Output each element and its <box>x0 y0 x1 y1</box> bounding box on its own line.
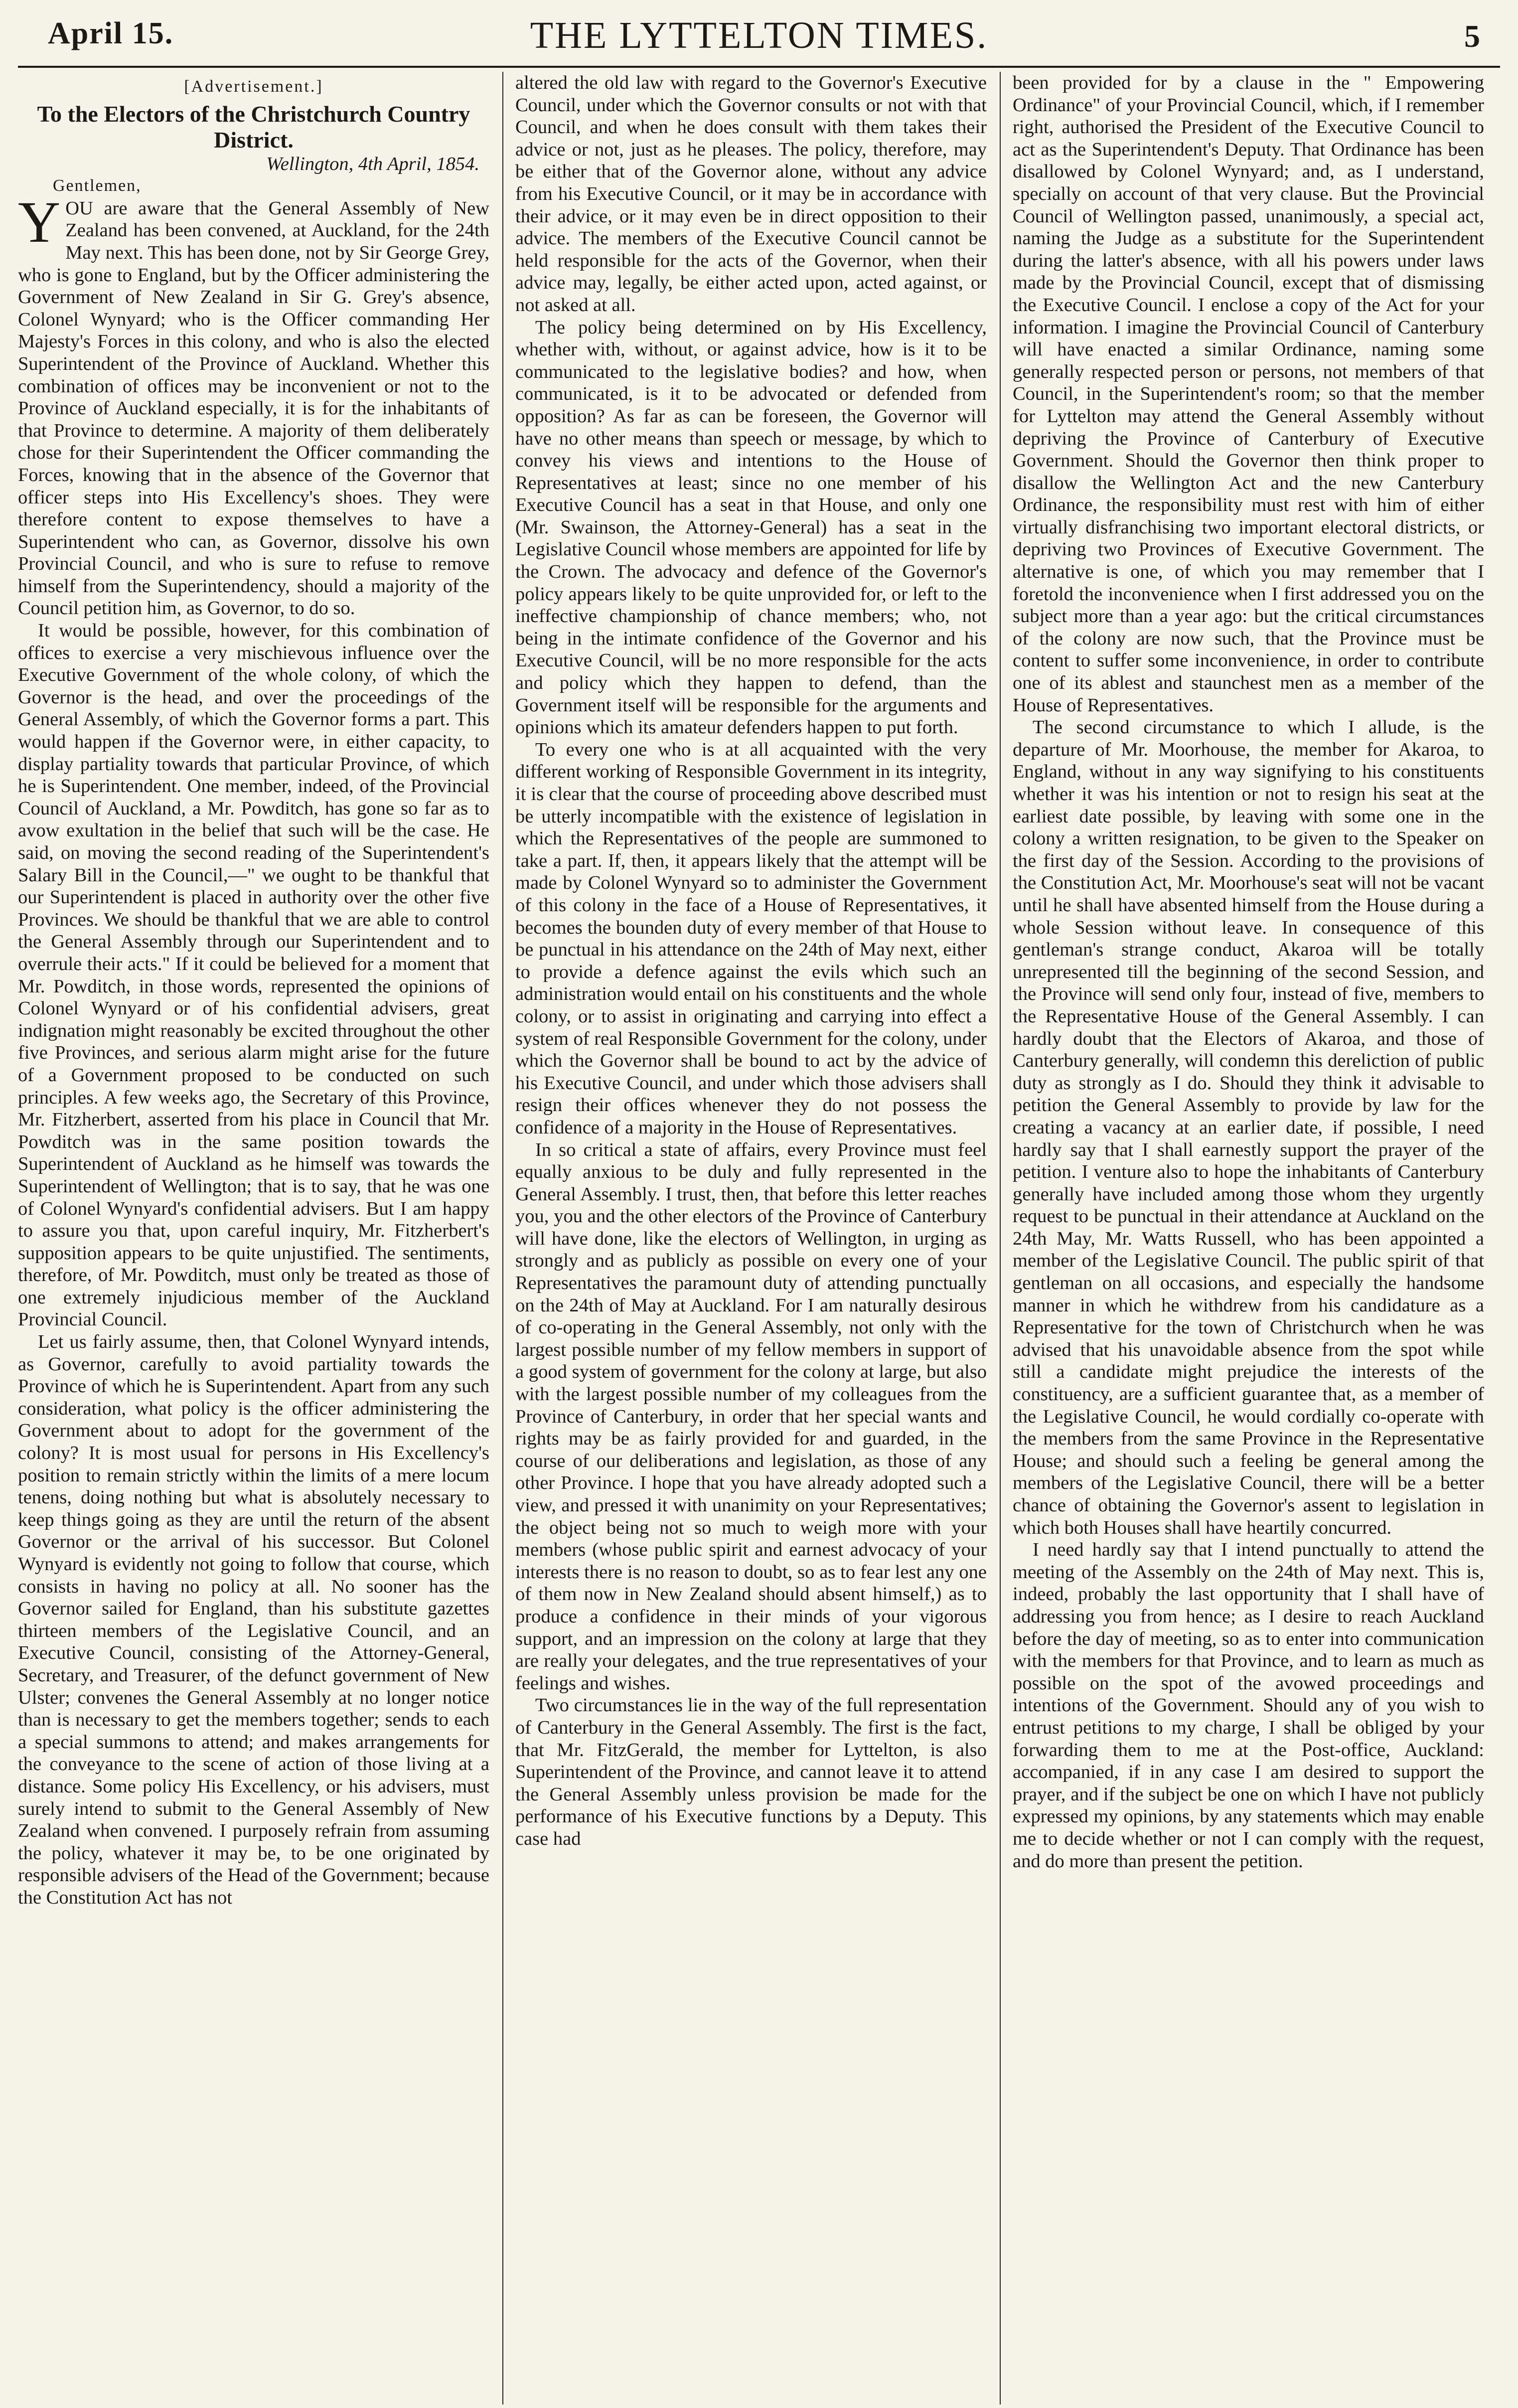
column-divider <box>502 72 503 2405</box>
paragraph: The second circumstance to which I allude, is the departure of Mr. Moorhouse, the member for Akaroa, to England, without in any way signifying to his constituents whether it was his intention or not to resign his seat at the earliest date possible, by leaving with some one in the colony a written resignation, to be given to the Speaker on the first day of the Session. According to the provisions of the Constitution Act, Mr. Moorhouse's seat will not be vacant until he shall have absented himself from the House during a whole Session without leave. In consequence of this gentleman's strange conduct, Akaroa will be totally unrepresented till the beginning of the second Session, and the Province will send only four, instead of five, members to the Representative House of the General Assembly. I can hardly doubt that the Electors of Akaroa, and those of Canterbury generally, will condemn this dereliction of public duty as strongly as I do. Should they think it advisable to petition the General Assembly to provide by law for the creating a vacancy at an earlier date, if possible, I need hardly say that I shall earnestly support the prayer of the petition. I venture also to hope the inhabitants of Canterbury generally have included among those whom they urgently request to be punctual in their attendance at Auckland on the 24th May, Mr. Watts Russell, who has been appointed a member of the Legislative Council. The public spirit of that gentleman on all occasions, and especially the handsome manner in which he withdrew from his candidature as a Representative for the town of Christchurch when he was advised that his unavoidable absence from the spot while still a candidate might prejudice the interests of the constituency, are a sufficient guarantee that, as a member of the Legislative Council, he would cordially co-operate with the members from the same Province in the Representative House; and should such a feeling be general among the members of the Legislative Council, there will be a better chance of obtaining the Governor's assent to legislation in which both Houses shall have heartily concurred. <box>1013 717 1484 1538</box>
salutation: Gentlemen, <box>53 176 142 195</box>
article-heading: To the Electors of the Christchurch Country District. <box>37 101 470 153</box>
paragraph <box>18 189 489 620</box>
issue-date: April 15. <box>48 16 174 50</box>
page-number: 5 <box>1464 18 1480 54</box>
paragraph: I need hardly say that I intend punctually to attend the meeting of the Assembly on the 24th of May next. This is, indeed, probably the last opportunity that I shall have of addressing you from hence; as I desire to reach Auckland before the day of meeting, so as to enter into communication with the members for that Province, and to learn as much as possible on the spot of the avowed proceedings and intentions of the Government. Should any of you wish to entrust petitions to my charge, I shall be obliged by your forwarding them to me at the Post-office, Auckland: accompanied, if in any case I am desired to support the prayer, and if the subject be one on which I have not publicly expressed my opinions, by any statements which may enable me to decide whether or not I can comply with the request, and do more than present the petition. <box>1013 1539 1484 1872</box>
masthead <box>18 14 1500 68</box>
column-2 <box>515 72 987 2405</box>
article-columns <box>18 72 1500 2405</box>
article-dateline: Wellington, 4th April, 1854. <box>266 153 479 174</box>
paragraph: Let us fairly assume, then, that Colonel Wynyard intends, as Governor, carefully to avoid partiality towards the Province of which he is Superintendent. Apart from any such consideration, what policy is the officer administering the Government about to adopt for the government of the colony? It is most usual for persons in His Excellency's position to remain strictly within the limits of a mere locum tenens, doing nothing but what is absolutely necessary to keep things going as they are until the return of the absent Governor or the arrival of his successor. But Colonel Wynyard is evidently not going to follow that course, which consists in having no policy at all. No sooner has the Governor sailed for England, than his substitute gazettes thirteen members of the Legislative Council, and an Executive Council, consisting of the Attorney-General, Secretary, and Treasurer, of the defunct government of New Ulster; convenes the General Assembly at no longer notice than is necessary to get the members together; sends to each a special summons to attend; and makes arrangements for the conveyance to the scene of action of those living at a distance. Some policy His Excellency, or his advisers, must surely intend to submit to the General Assembly of New Zealand when convened. I purposely refrain from assuming the policy, whatever it may be, to be one originated by responsible advisers of the Head of the Government; because the Constitution Act has not <box>18 1331 489 1908</box>
advertisement-label: [Advertisement.] <box>184 77 323 96</box>
drop-cap: Y <box>18 189 61 255</box>
column-divider <box>1000 72 1001 2405</box>
paragraph: In so critical a state of affairs, every Province must feel equally anxious to be duly and fully represented in the General Assembly. I trust, then, that before this letter reaches you, you and the other electors of the Province of Canterbury will have done, like the electors of Wellington, in urging as strongly and as publicly as possible on every one of your Representatives the paramount duty of attending punctually on the 24th of May at Auckland. For I am naturally desirous of co-operating in the General Assembly, not only with the largest possible number of my fellow members in support of a good system of government for the colony at large, but also with the largest possible number of my colleagues from the Province of Canterbury, in order that her special wants and rights may be as fairly provided for and guarded, in the course of our deliberations and legislation, as those of any other Province. I hope that you have already adopted such a view, and pressed it with unanimity on your Representatives; the object being not so much to weigh more with your members (whose public spirit and earnest advocacy of your interests there is no reason to doubt, so as to fear lest any one of them now in New Zealand should absent himself,) as to produce a confidence in their minds of your vigorous support, and an impression on the colony at large that they are really your delegates, and the true representatives of your feelings and wishes. <box>515 1139 987 1694</box>
column-3 <box>1013 72 1484 2405</box>
column-1 <box>18 72 489 2405</box>
paragraph: It would be possible, however, for this combination of offices to exercise a very mischievous influence over the Executive Government of the whole colony, of which the Governor is the head, and over the proceedings of the General Assembly, of which the Governor forms a part. This would happen if the Governor were, in either capacity, to display partiality towards that particular Province, of which he is Superintendent. One member, indeed, of the Provincial Council of Auckland, a Mr. Powditch, has gone so far as to avow exultation in the belief that such will be the case. He said, on moving the second reading of the Superintendent's Salary Bill in the Council,—" we ought to be thankful that our Superintendent is placed in authority over the other five Provinces. We should be thankful that we are able to control the General Assembly through our Superintendent and to overrule their acts." If it could be believed for a moment that Mr. Powditch, in those words, represented the opinions of Colonel Wynyard or of his confidential advisers, great indignation might reasonably be excited throughout the other five Provinces, and serious alarm might arise for the future of a Government proposed to be conducted on such principles. A few weeks ago, the Secretary of this Province, Mr. Fitzherbert, asserted from his place in Council that Mr. Powditch was in the same position towards the Superintendent of Auckland as he himself was towards the Superintendent of Wellington; that is to say, that he was one of Colonel Wynyard's confidential advisers. But I am happy to assure you that, upon careful inquiry, Mr. Fitzherbert's supposition appears to be quite unjustified. The sentiments, therefore, of Mr. Powditch, must only be treated as those of one extremely injudicious member of the Auckland Provincial Council. <box>18 620 489 1330</box>
paragraph: altered the old law with regard to the Governor's Executive Council, under which the Governor consults or not with that Council, and when he does consult with them takes their advice or not, just as he pleases. The policy, therefore, may be either that of the Governor alone, without any advice from his Executive Council, or it may be in accordance with their advice, or it may even be in direct opposition to their advice. The members of the Executive Council cannot be held responsible for the acts of the Governor, when their advice may, legally, be either acted upon, acted against, or not asked at all. <box>515 72 987 316</box>
paragraph: Two circumstances lie in the way of the full representation of Canterbury in the General Assembly. The first is the fact, that Mr. FitzGerald, the member for Lyttelton, is also Superintendent of the Province, and cannot leave it to attend the General Assembly unless provision be made for the performance of his Executive functions by a Deputy. This case had <box>515 1695 987 1849</box>
paragraph: The policy being determined on by His Excellency, whether with, without, or against advice, how is it to be communicated to the legislative bodies? and how, when communicated, is it to be advocated or defended from opposition? As far as can be foreseen, the Governor will have no other means than speech or message, by which to convey his views and intentions to the House of Representatives at least; since no one member of his Executive Council has a seat in that House, and only one (Mr. Swainson, the Attorney-General) has a seat in the Legislative Council whose members are appointed for life by the Crown. The advocacy and defence of the Governor's policy appears likely to be quite unprovided for, or left to the ineffective championship of chance members; who, not being in the intimate confidence of the Governor and his Executive Council, will be no more responsible for the acts and policy which they happen to defend, than the Government itself will be responsible for the arguments and opinions which its amateur defenders happen to put forth. <box>515 317 987 738</box>
paragraph: been provided for by a clause in the " Empowering Ordinance" of your Provincial Council, which, if I remember right, authorised the President of the Executive Council to act as the Superintendent's Deputy. That Ordinance has been disallowed by Colonel Wynyard; and, as I understand, specially on account of that very clause. But the Provincial Council of Wellington passed, unanimously, a special act, naming the Judge as a substitute for the Superintendent during the latter's absence, with all his powers under laws made by the Provincial Council, except that of dismissing the Executive Council. I enclose a copy of the Act for your information. I imagine the Provincial Council of Canterbury will have enacted a similar Ordinance, naming some generally respected person or persons, not members of that Council, in the Superintendent's room; so that the member for Lyttelton may attend the General Assembly without depriving the Province of Canterbury of Executive Government. Should the Governor then think proper to disallow the Wellington Act and the new Canterbury Ordinance, the responsibility must rest with him of either virtually disfranchising two important electoral districts, or depriving two Provinces of Executive Government. The alternative is one, of which you may remember that I foretold the inconvenience when I first addressed you on the subject more than a year ago: but the critical circumstances of the colony are now such, that the Province must be content to suffer some inconvenience, in order to contribute one of its ablest and staunchest men as a member of the House of Representatives. <box>1013 72 1484 716</box>
newspaper-title: THE LYTTELTON TIMES. <box>530 14 988 56</box>
paragraph: To every one who is at all acquainted with the very different working of Responsible Government in its integrity, it is clear that the course of proceeding above described must be utterly incompatible with the existence of legislation in which the Representatives of the people are summoned to take a part. If, then, it appears likely that the attempt will be made by Colonel Wynyard so to administer the Government of this colony in the face of a House of Representatives, it becomes the bounden duty of every member of that House to be punctual in his attendance on the 24th of May next, either to provide a defence against the evils which such an administration would entail on his constituents and the whole colony, or to assist in originating and carrying into effect a system of real Responsible Government for the colony, under which the Governor shall be bound to act by the advice of his Executive Council, and under which those advisers shall resign their offices whenever they do not possess the confidence of a majority in the House of Representatives. <box>515 739 987 1138</box>
paragraph-text: OU are aware that the General Assembly of New Zealand has been convened, at Auckland, for the 24th May next. This has been done, not by Sir George Grey, who is gone to England, but by the Officer administering the Government of New Zealand in Sir G. Grey's absence, Colonel Wynyard; who is the Officer commanding Her Majesty's Forces in this colony, and who is also the elected Superintendent of the Province of Auckland. Whether this combination of offices may be inconvenient or not to the Province of Auckland especially, it is for the inhabitants of that Province to determine. A majority of them deliberately chose for their Superintendent the Officer commanding the Forces, knowing that in the absence of the Governor that officer steps into His Excellency's shoes. They were therefore content to expose themselves to have a Superintendent who can, as Governor, dissolve his own Provincial Council, and who is sure to refuse to remove himself from the Superintendency, should a majority of the Council petition him, as Governor, to do so. <box>18 197 489 619</box>
